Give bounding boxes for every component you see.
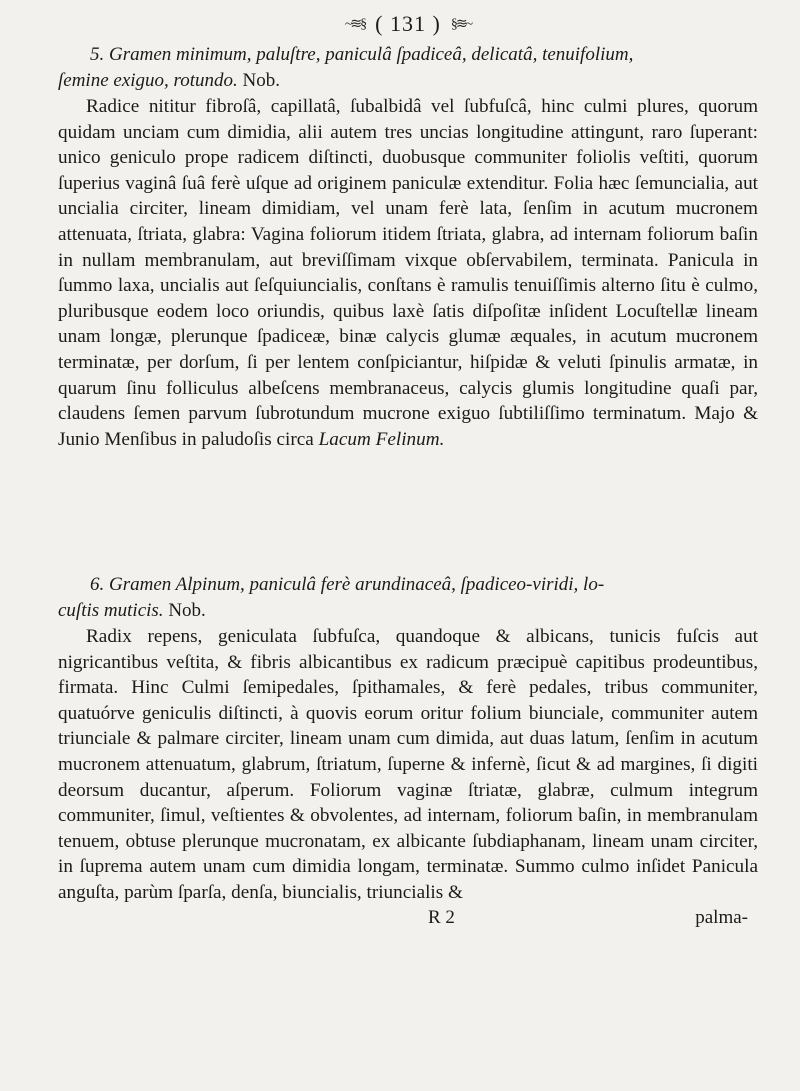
- entry-5-body-text: Radice nititur fibroſâ, capillatâ, ſubalbidâ vel ſubfuſcâ, hinc culmi plures, quorum quidam unciam cum dimidia, alii autem tres uncias longitudine attingunt, raro ſuperant: unico geniculo prope radicem diſtincti, duobusque communiter foliolis veſtiti, quorum ſuperius vaginâ ſuâ ferè uſque ad originem paniculæ extenditur. Folia hæc ſemuncialia, aut uncialia circiter, lineam dimidiam, vel unam ferè lata, ſenſim in acutum mucronem attenuata, ſtriata, glabra: Vagina foliorum itidem ſtriata, glabra, ad internam foliorum baſin in nullam membranulam, aut breviſſimam vixque obſervabilem, terminata. Panicula in ſummo laxa, uncialis aut ſeſquiuncialis, conſtans è ramulis tenuiſſimis alterno ſitu è culmo, pluribusque eodem loco oriundis, quibus laxè ſatis diſpoſitæ inſident Locuſtellæ lineam unam longæ, plerunque ſpadiceæ, binæ calycis glumæ æquales, in acutum mucronem terminatæ, per dorſum, ſi per lentem conſpiciantur, hiſpidæ & veluti ſpinulis armatæ, in quarum ſinu folliculus albeſcens membranaceus, calycis glumis longitudine quaſi par, claudens ſemen parvum ſubrotundum mucrone exiguo ſubtiliſſimo terminatum. Majo & Junio Menſibus in paludoſis circa: [58, 96, 758, 450]
- page: [58, 0, 758, 1091]
- entry-5-number: 5.: [90, 44, 105, 65]
- ornament-right: §≋~: [450, 16, 472, 32]
- entry-6-title-line1: Gramen Alpinum, paniculâ ferè arundinaceâ, ſpadiceo-viridi, lo-: [109, 574, 605, 595]
- entry-6-title-line2: cuſtis muticis.: [58, 600, 164, 621]
- entry-6-title: [58, 572, 758, 598]
- entry-6-tag: Nob.: [168, 600, 206, 621]
- entry-6-body: Radix repens, geniculata ſubfuſca, quandoque & albicans, tunicis fuſcis aut nigricantibus veſtita, & fibris albicantibus ex radicum præcipuè capitibus prodeuntibus, firmata. Hinc Culmi ſemipedales, ſpithamales, & ferè pedales, tribus communiter, quatuórve geniculis diſtincti, à quovis eorum oritur folium biunciale, communiter autem triunciale & palmare circiter, lineam unam cum dimida, aut duas latum, ſenſim in acutum mucronem attenuatum, glabrum, ſtriatum, ſuperne & infernè, ſicut & ad margines, ſi digiti deorsum ducantur, aſperum. Foliorum vaginæ ſtriatæ, glabræ, culmum integrum communiter, ſimul, veſtientes & obvolentes, ad internam, foliorum baſin, in membranulam tenuem, obtuse plerunque mucronatam, ex albicante ſubdiaphanam, lineam unam circiter, in ſuprema autem unam cum dimidia longam, terminatæ. Summo culmo inſidet Panicula anguſta, parùm ſparſa, denſa, biuncialis, triuncialis &: [58, 626, 758, 903]
- page-number: ( 131 ): [375, 11, 441, 36]
- entry-6-number: 6.: [90, 574, 105, 595]
- catchword: palma-: [695, 906, 748, 928]
- entry-6-title-cont: [58, 598, 758, 624]
- entry-5-body-end: Lacum Felinum.: [318, 428, 445, 450]
- signature-mark: R 2: [428, 906, 455, 928]
- page-footer: [58, 906, 758, 930]
- entry-5-title-line2: ſemine exiguo, rotundo.: [58, 70, 238, 91]
- entry-5-body: [58, 94, 758, 452]
- entry-6: [58, 572, 758, 930]
- entry-5-title-cont: [58, 68, 758, 94]
- page-header: [58, 8, 758, 40]
- ornament-left: ~≋§: [344, 16, 366, 32]
- entry-5-title-line1: Gramen minimum, paluſtre, paniculâ ſpadiceâ, delicatâ, tenuifolium,: [109, 44, 634, 65]
- entry-5-title: [58, 42, 758, 68]
- entry-5: [58, 42, 758, 452]
- entry-5-tag: Nob.: [242, 70, 280, 91]
